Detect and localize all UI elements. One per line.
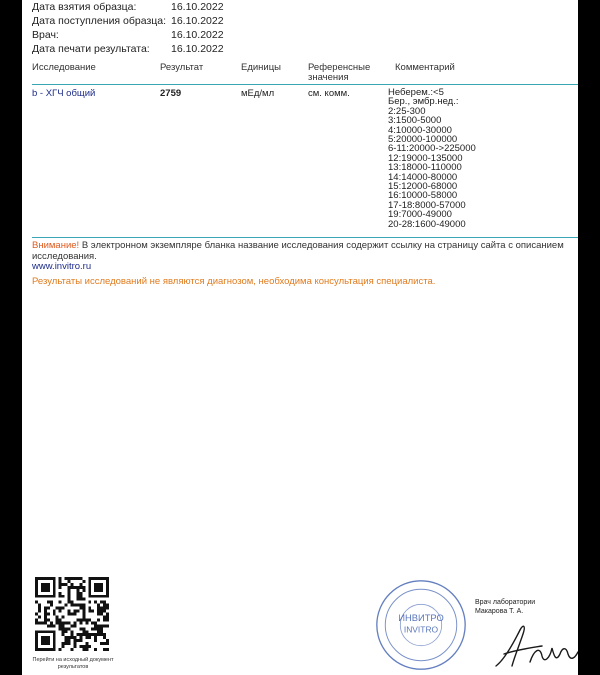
header-ref-line1: Референсные bbox=[308, 62, 371, 73]
comment-line: 19:7000-49000 bbox=[388, 209, 452, 221]
qr-code[interactable] bbox=[35, 577, 109, 651]
comment-line: 3:1500-5000 bbox=[388, 115, 442, 127]
header-test: Исследование bbox=[32, 62, 96, 73]
qr-caption: Перейти на исходный документ результатов bbox=[32, 657, 114, 670]
meta-label: Врач: bbox=[32, 29, 59, 41]
table-header bbox=[22, 63, 578, 85]
result-units: мЕд/мл bbox=[241, 88, 275, 99]
header-ref-line2: значения bbox=[308, 72, 349, 83]
header-comment: Комментарий bbox=[395, 62, 455, 73]
comment-line: 2:25-300 bbox=[388, 105, 426, 117]
doctor-title: Врач лаборатории bbox=[475, 599, 536, 606]
comment-line: 5:20000-100000 bbox=[388, 134, 458, 146]
meta-label: Дата поступления образца: bbox=[32, 15, 167, 27]
header-result: Результат bbox=[160, 62, 204, 73]
warning-label: Внимание! bbox=[32, 240, 80, 251]
comment-line: 14:14000-80000 bbox=[388, 171, 458, 183]
comment-line: 20-28:1600-49000 bbox=[388, 218, 466, 230]
header-units: Единицы bbox=[241, 62, 282, 73]
stamp-outer-text: ИНВИТРО bbox=[398, 612, 444, 624]
comment-line: 4:10000-30000 bbox=[388, 124, 452, 136]
comment-line: 13:18000-110000 bbox=[388, 162, 462, 174]
comment-line: 17-18:8000-57000 bbox=[388, 199, 466, 211]
disclaimer: Результаты исследований не являются диагнозом, необходима консультация специалиста. bbox=[32, 276, 436, 287]
comment-line: 12:19000-135000 bbox=[388, 152, 463, 164]
reference-value: см. комм. bbox=[308, 88, 350, 99]
comment-line: 16:10000-58000 bbox=[388, 190, 458, 202]
meta-row-doctor bbox=[32, 28, 224, 42]
laboratory-stamp bbox=[374, 578, 468, 672]
meta-value: 16.10.2022 bbox=[171, 1, 224, 13]
comment-list bbox=[388, 88, 476, 229]
meta-row-collection-date bbox=[32, 0, 224, 14]
comment-line: Бер., эмбр.нед.: bbox=[388, 96, 459, 108]
invitro-link[interactable]: www.invitro.ru bbox=[32, 261, 92, 272]
test-name-link[interactable]: b - ХГЧ общий bbox=[32, 88, 96, 99]
meta-value: 16.10.2022 bbox=[171, 29, 224, 41]
sample-meta bbox=[32, 0, 224, 56]
comment-line: Неберем.:<5 bbox=[388, 87, 444, 98]
handwritten-signature bbox=[490, 616, 578, 674]
result-sheet bbox=[22, 0, 578, 675]
meta-value: 16.10.2022 bbox=[171, 15, 224, 27]
meta-value: 16.10.2022 bbox=[171, 43, 224, 55]
meta-row-print-date bbox=[32, 42, 224, 56]
row-rule bbox=[32, 237, 578, 238]
meta-label: Дата взятия образца: bbox=[32, 1, 137, 13]
result-value: 2759 bbox=[160, 88, 182, 99]
comment-line: 6-11:20000->225000 bbox=[388, 143, 476, 155]
stamp-inner-text: INVITRO bbox=[403, 624, 439, 635]
doctor-signature-block bbox=[475, 598, 535, 616]
notice-text: В электронном экземпляре бланка название исследования содержит ссылку на страницу сайта с описанием исследования. bbox=[32, 240, 564, 262]
meta-row-received-date bbox=[32, 14, 224, 28]
electronic-copy-notice bbox=[32, 241, 572, 273]
header-rule bbox=[32, 84, 578, 85]
meta-label: Дата печати результата: bbox=[32, 43, 150, 55]
comment-line: 15:12000-68000 bbox=[388, 181, 458, 193]
doctor-name: Макарова Т. А. bbox=[475, 608, 524, 615]
